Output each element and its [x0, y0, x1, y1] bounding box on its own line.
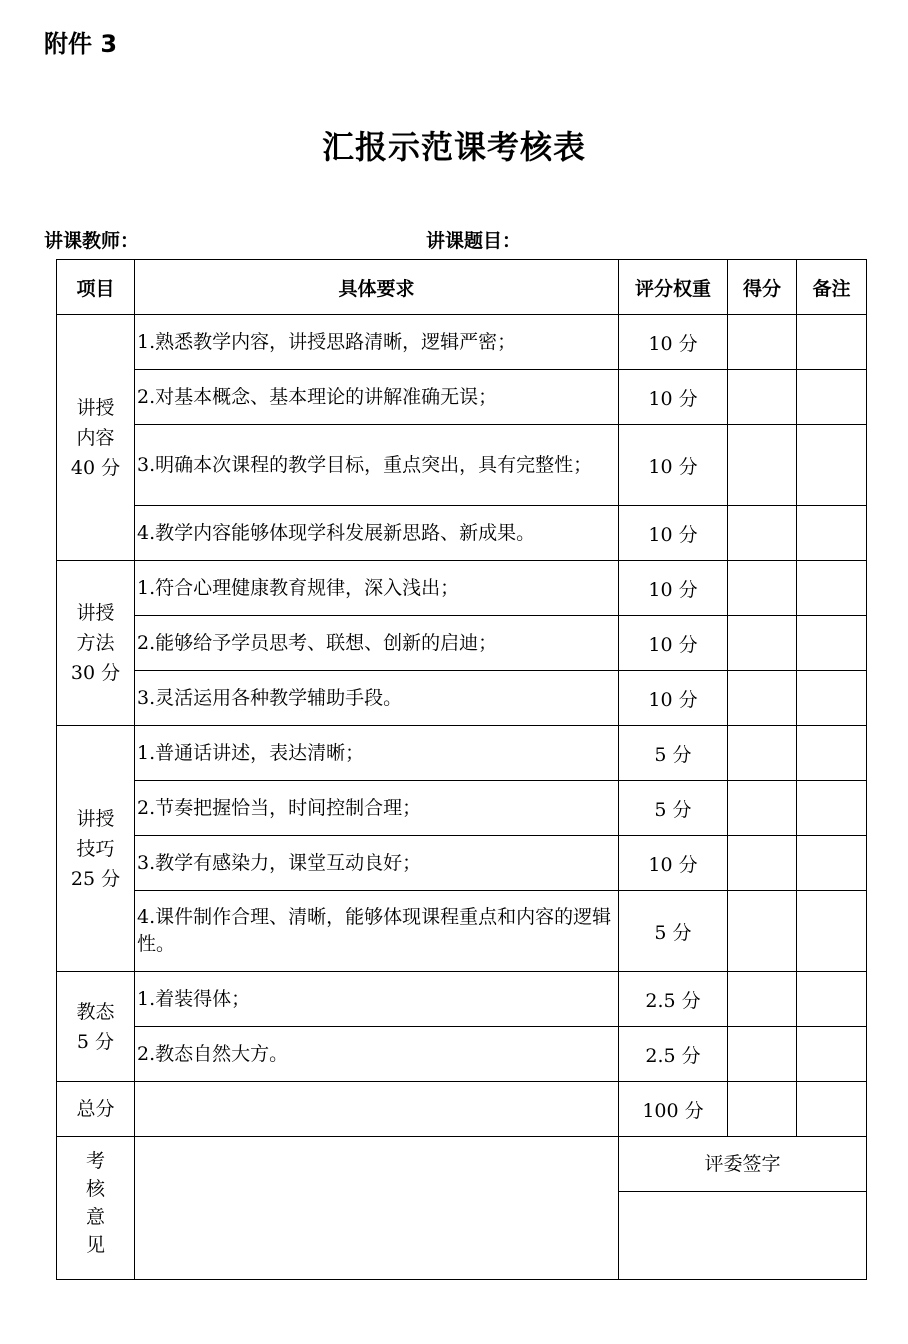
opinion-label-char: 考 [85, 1150, 105, 1172]
section-label-line: 讲授 [76, 396, 115, 419]
opinion-row [57, 1137, 867, 1280]
score-cell[interactable] [728, 370, 797, 425]
weight-cell: 5 分 [619, 891, 728, 972]
note-cell[interactable] [797, 370, 867, 425]
weight-cell: 2.5 分 [619, 1027, 728, 1082]
total-weight: 100 分 [619, 1082, 728, 1137]
section-label-line: 讲授 [76, 602, 115, 624]
total-label: 总分 [57, 1082, 135, 1137]
score-cell[interactable] [728, 781, 797, 836]
weight-cell: 10 分 [619, 836, 728, 891]
section-label-line: 技巧 [76, 837, 115, 860]
weight-cell: 10 分 [619, 506, 728, 561]
note-cell[interactable] [797, 506, 867, 561]
requirement-cell: 1.符合心理健康教育规律，深入浅出； [135, 561, 619, 616]
total-row [57, 1082, 867, 1137]
table-row [57, 671, 867, 726]
requirement-cell: 2.能够给予学员思考、联想、创新的启迪； [135, 616, 619, 671]
signature-label: 评委签字 [619, 1137, 866, 1192]
topic-label: 讲课题目： [426, 230, 522, 252]
table-row [57, 370, 867, 425]
requirement-cell: 1.普通话讲述，表达清晰； [135, 726, 619, 781]
weight-cell: 2.5 分 [619, 972, 728, 1027]
note-cell[interactable] [797, 425, 867, 506]
opinion-label-char: 见 [85, 1234, 105, 1256]
section-label [57, 726, 135, 972]
page-title: 汇报示范课考核表 [321, 128, 586, 166]
score-cell[interactable] [728, 891, 797, 972]
total-note-cell[interactable] [797, 1082, 867, 1137]
score-cell[interactable] [728, 671, 797, 726]
requirement-cell: 1.着装得体； [135, 972, 619, 1027]
note-cell[interactable] [797, 1027, 867, 1082]
header-item: 项目 [57, 260, 135, 315]
score-cell[interactable] [728, 616, 797, 671]
requirement-cell: 3.灵活运用各种教学辅助手段。 [135, 671, 619, 726]
score-cell[interactable] [728, 836, 797, 891]
section-label [57, 972, 135, 1082]
section-label-line: 方法 [76, 632, 115, 654]
weight-cell: 10 分 [619, 616, 728, 671]
table-row [57, 315, 867, 370]
requirement-cell: 2.教态自然大方。 [135, 1027, 619, 1082]
section-label-line: 内容 [76, 426, 115, 449]
section-label-line: 5 分 [76, 1030, 115, 1053]
requirement-cell: 3.教学有感染力，课堂互动良好； [135, 836, 619, 891]
section-label-line: 讲授 [76, 807, 115, 830]
table-row [57, 836, 867, 891]
header-note: 备注 [797, 260, 867, 315]
weight-cell: 10 分 [619, 671, 728, 726]
header-requirement: 具体要求 [135, 260, 619, 315]
table-row [57, 726, 867, 781]
weight-cell: 10 分 [619, 425, 728, 506]
score-cell[interactable] [728, 972, 797, 1027]
weight-cell: 5 分 [619, 726, 728, 781]
note-cell[interactable] [797, 671, 867, 726]
opinion-label-char: 核 [85, 1178, 105, 1200]
score-cell[interactable] [728, 506, 797, 561]
note-cell[interactable] [797, 616, 867, 671]
note-cell[interactable] [797, 972, 867, 1027]
total-requirement-cell [135, 1082, 619, 1137]
section-label-line: 教态 [76, 1000, 115, 1023]
table-row [57, 891, 867, 972]
note-cell[interactable] [797, 836, 867, 891]
requirement-cell: 1.熟悉教学内容，讲授思路清晰，逻辑严密； [135, 315, 619, 370]
requirement-cell: 4.教学内容能够体现学科发展新思路、新成果。 [135, 506, 619, 561]
note-cell[interactable] [797, 781, 867, 836]
section-label-line: 40 分 [70, 456, 121, 479]
section-label [57, 315, 135, 561]
weight-cell: 10 分 [619, 370, 728, 425]
table-header-row [57, 260, 867, 315]
table-row [57, 616, 867, 671]
score-cell[interactable] [728, 315, 797, 370]
total-score-cell[interactable] [728, 1082, 797, 1137]
table-row [57, 781, 867, 836]
opinion-label-char: 意 [85, 1206, 105, 1228]
requirement-cell: 2.对基本概念、基本理论的讲解准确无误； [135, 370, 619, 425]
note-cell[interactable] [797, 315, 867, 370]
note-cell[interactable] [797, 561, 867, 616]
weight-cell: 10 分 [619, 315, 728, 370]
section-label [57, 561, 135, 726]
teacher-label: 讲课教师： [44, 230, 140, 252]
table-row [57, 1027, 867, 1082]
score-cell[interactable] [728, 425, 797, 506]
attachment-label: 附件 3 [44, 30, 118, 58]
table-row [57, 561, 867, 616]
section-label-line: 30 分 [70, 662, 121, 684]
signature-area[interactable] [619, 1192, 866, 1270]
score-cell[interactable] [728, 1027, 797, 1082]
opinion-content-cell[interactable] [135, 1137, 619, 1280]
header-score: 得分 [728, 260, 797, 315]
header-weight: 评分权重 [619, 260, 728, 315]
requirement-cell: 2.节奏把握恰当，时间控制合理； [135, 781, 619, 836]
weight-cell: 5 分 [619, 781, 728, 836]
section-label-line: 25 分 [70, 867, 121, 890]
signature-block [619, 1137, 867, 1280]
score-cell[interactable] [728, 561, 797, 616]
table-row [57, 425, 867, 506]
requirement-cell: 4.课件制作合理、清晰，能够体现课程重点和内容的逻辑性。 [135, 891, 619, 972]
note-cell[interactable] [797, 891, 867, 972]
weight-cell: 10 分 [619, 561, 728, 616]
evaluation-table [56, 259, 867, 1280]
note-cell[interactable] [797, 726, 867, 781]
opinion-label [57, 1137, 135, 1280]
table-row [57, 506, 867, 561]
requirement-cell: 3.明确本次课程的教学目标，重点突出，具有完整性； [135, 425, 619, 506]
table-row [57, 972, 867, 1027]
score-cell[interactable] [728, 726, 797, 781]
